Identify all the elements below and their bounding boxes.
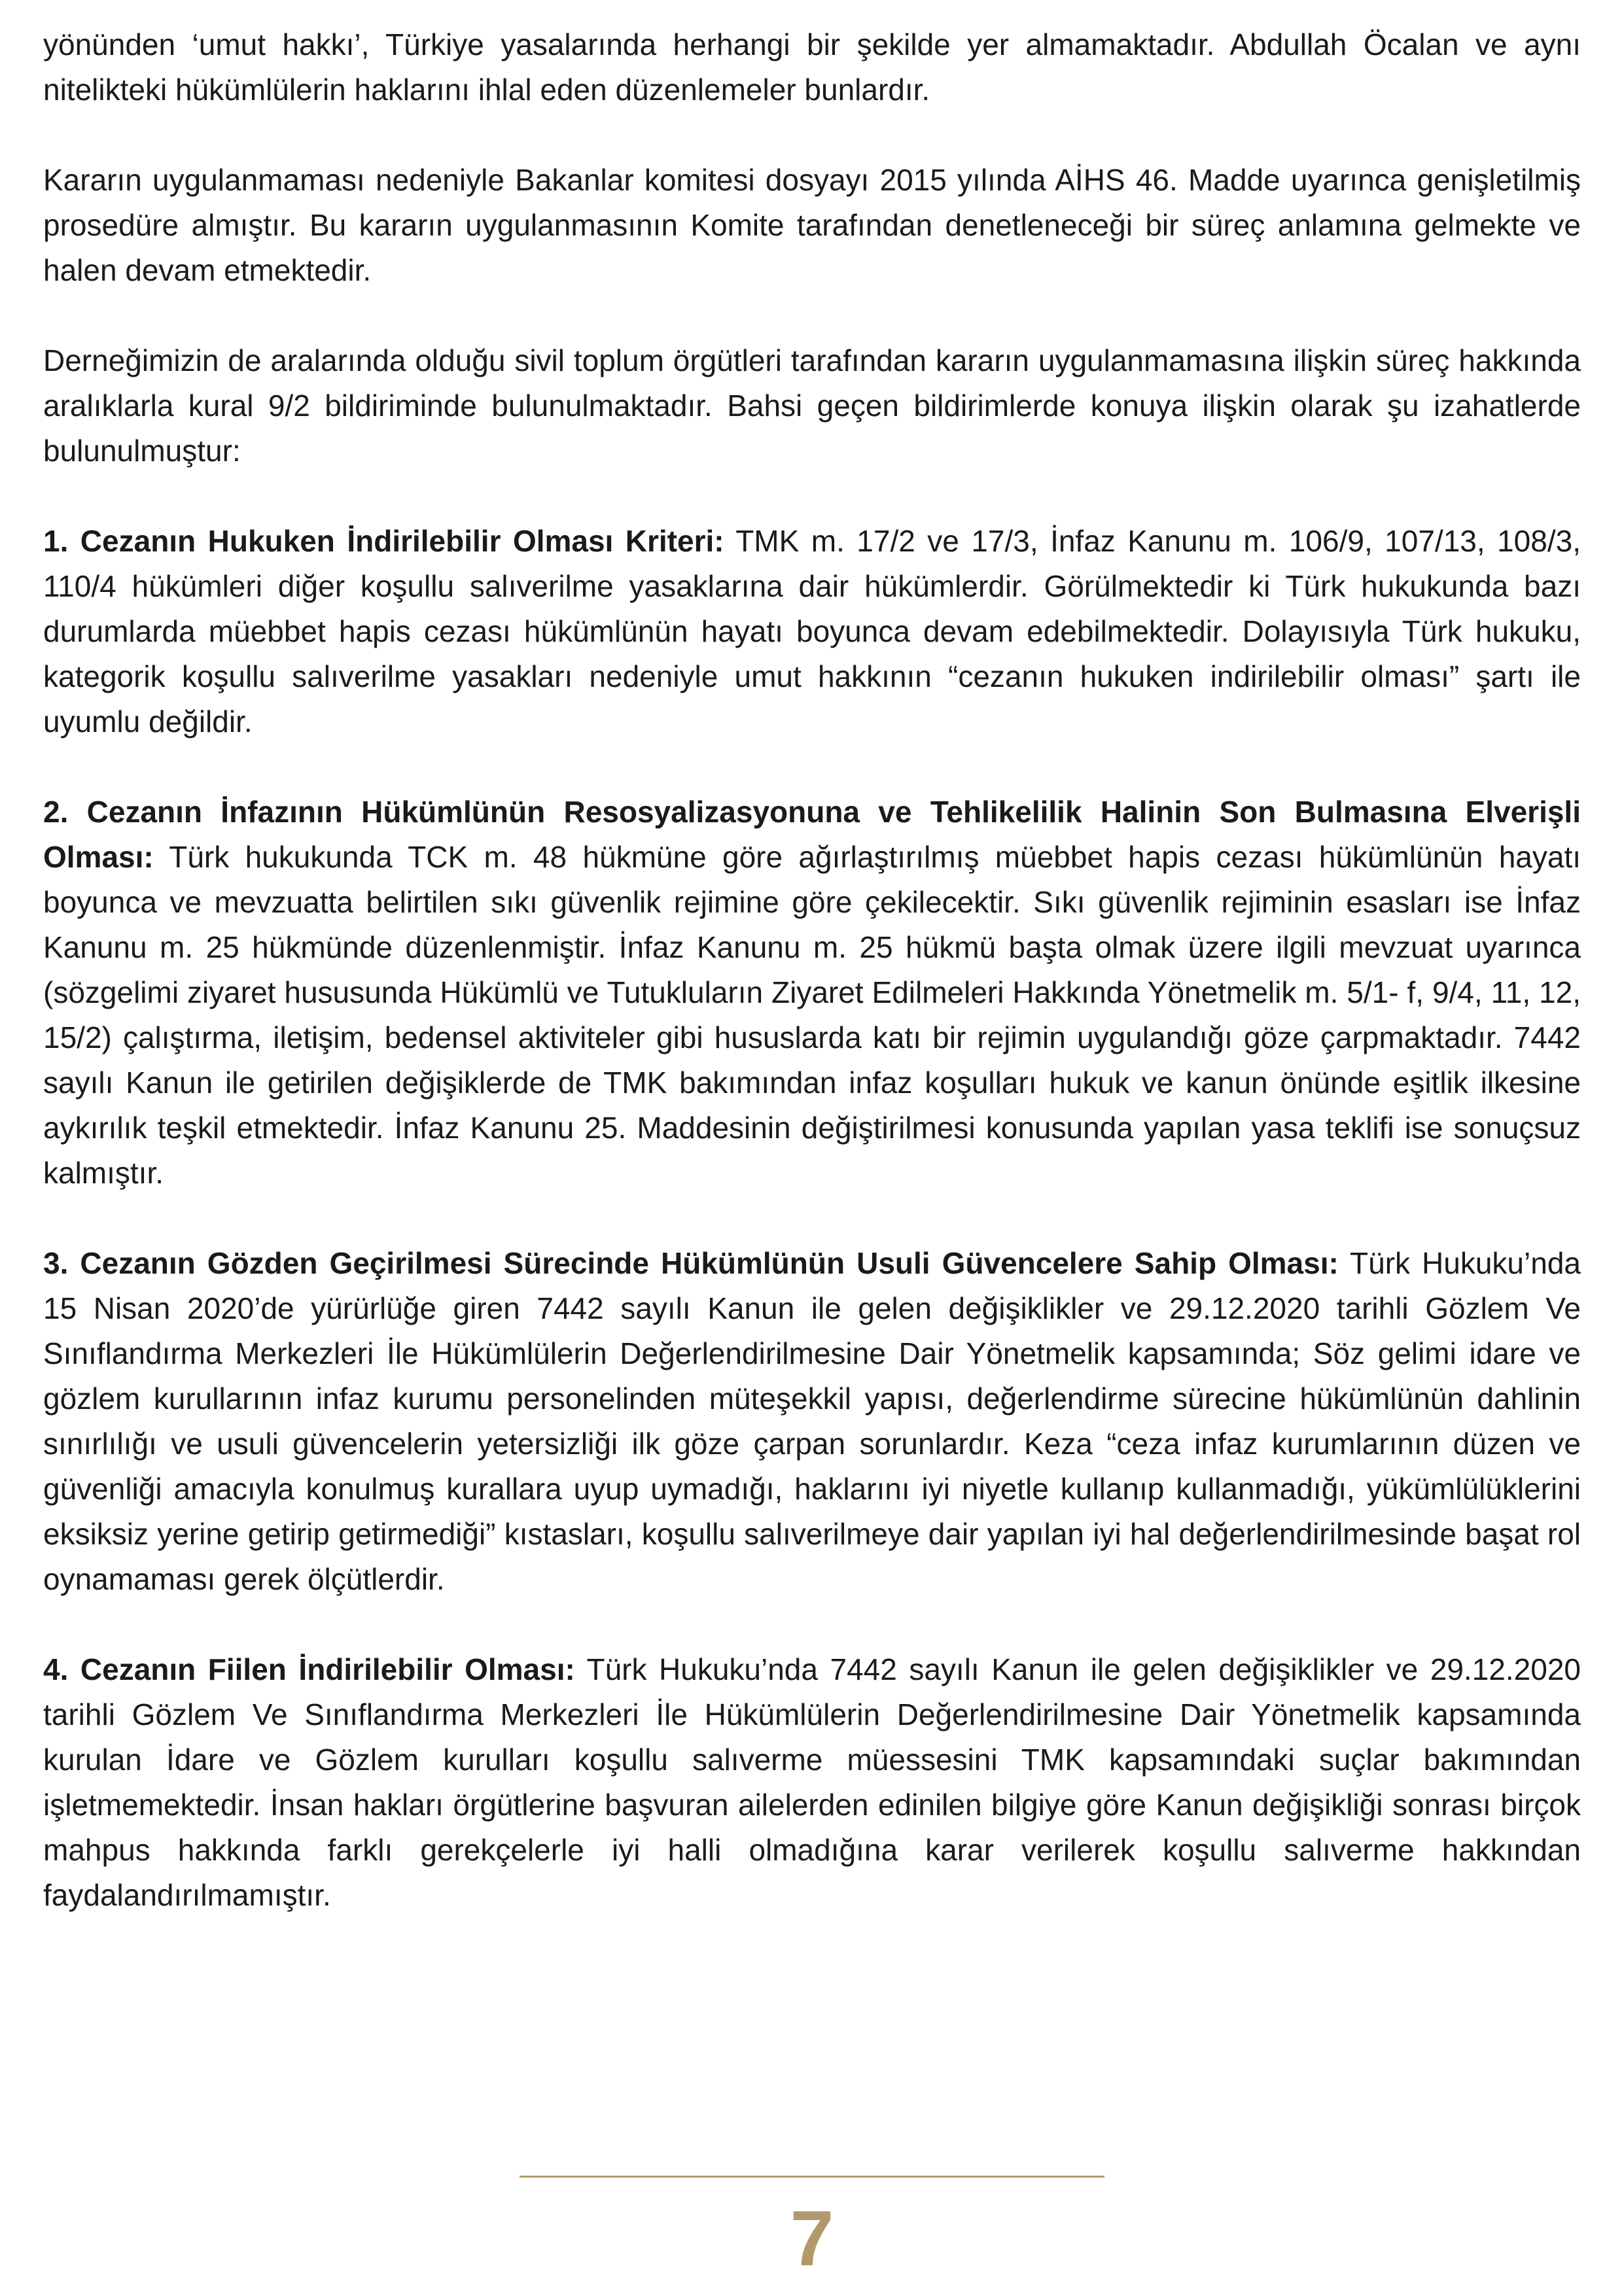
paragraph-text: Kararın uygulanmaması nedeniyle Bakanlar komitesi dosyayı 2015 yılında AİHS 46. Madde uyarınca genişletilmiş prosedüre almıştır. Bu kararın uygulanmasının Komite tarafından denetleneceği bir süreç anlamına gelmekte ve halen devam etmektedir. [43,163,1581,287]
paragraph-bakanlar-komitesi [43,158,1581,293]
paragraph-umut-hakki-continuation [43,22,1581,113]
criterion-1-heading: 1. Cezanın Hukuken İndirilebilir Olması Kriteri: [43,524,724,558]
footer-divider [520,2176,1104,2178]
paragraph-text: yönünden ‘umut hakkı’, Türkiye yasalarında herhangi bir şekilde yer almamaktadır. Abdullah Öcalan ve aynı nitelikteki hükümlülerin haklarını ihlal eden düzenlemeler bunlardır. [43,27,1581,107]
criterion-3-heading: 3. Cezanın Gözden Geçirilmesi Sürecinde Hükümlünün Usuli Güvencelere Sahip Olması: [43,1246,1339,1280]
criterion-3-paragraph [43,1241,1581,1602]
criterion-2-paragraph [43,790,1581,1196]
criterion-4-paragraph [43,1647,1581,1918]
document-body [43,22,1581,1918]
criterion-4-text: Türk Hukuku’nda 7442 sayılı Kanun ile gelen değişiklikler ve 29.12.2020 tarihli Gözlem Ve Sınıflandırma Merkezleri İle Hükümlülerin Değerlendirilmesine Dair Yönetmelik kapsamında kurulan İdare ve Gözlem kurulları koşullu salıverme müessesini TMK kapsamındaki suçlar bakımından işletmemektedir. İnsan hakları örgütlerine başvuran ailelerden edinilen bilgiye göre Kanun değişikliği sonrası birçok mahpus hakkında farklı gerekçelerle iyi halli olmadığına karar verilerek koşullu salıverme hakkından faydalandırılmamıştır. [43,1652,1581,1912]
criterion-1-paragraph [43,519,1581,744]
paragraph-text: Derneğimizin de aralarında olduğu sivil toplum örgütleri tarafından kararın uygulanmamasına ilişkin süreç hakkında aralıklarla kural 9/2 bildiriminde bulunulmaktadır. Bahsi geçen bildirimlerde konuya ilişkin olarak şu izahatlerde bulunulmuştur: [43,343,1581,468]
criterion-2-heading: 2. Cezanın İnfazının Hükümlünün Resosyalizasyonuna ve Tehlikelilik Halinin Son Bulmasına Elverişli Olması: [43,795,1581,874]
criterion-3-text: Türk Hukuku’nda 15 Nisan 2020’de yürürlüğe giren 7442 sayılı Kanun ile gelen değişiklikler ve 29.12.2020 tarihli Gözlem Ve Sınıflandırma Merkezleri İle Hükümlülerin Değerlendirilmesine Dair Yönetmelik kapsamında; Söz gelimi idare ve gözlem kurullarının infaz kurumu personelinden müteşekkil yapısı, değerlendirme sürecine hükümlünün dahlinin sınırlılığı ve usuli güvencelerin yetersizliği ilk göze çarpan sorunlardır. Keza “ceza infaz kurumlarının düzen ve güvenliği amacıyla konulmuş kurallara uyup uymadığı, haklarını iyi niyetle kullanıp kullanmadığı, yükümlülüklerini eksiksiz yerine getirip getirmediği” kıstasları, koşullu salıverilmeye dair yapılan iyi hal değerlendirilmesinde başat rol oynamaması gerek ölçütlerdir. [43,1246,1581,1596]
criterion-1-text: TMK m. 17/2 ve 17/3, İnfaz Kanunu m. 106/9, 107/13, 108/3, 110/4 hükümleri diğer koşullu salıverilme yasaklarına dair hükümlerdir. Görülmektedir ki Türk hukukunda bazı durumlarda müebbet hapis cezası hükümlünün hayatı boyunca devam edebilmektedir. Dolayısıyla Türk hukuku, kategorik koşullu salıverilme yasakları nedeniyle umut hakkının “cezanın hukuken indirilebilir olması” şartı ile uyumlu değildir. [43,524,1581,739]
criterion-4-heading: 4. Cezanın Fiilen İndirilebilir Olması: [43,1652,575,1686]
page-number: 7 [790,2195,834,2282]
criterion-2-text: Türk hukukunda TCK m. 48 hükmüne göre ağırlaştırılmış müebbet hapis cezası hükümlünün hayatı boyunca ve mevzuatta belirtilen sıkı güvenlik rejimine göre çekilecektir. Sıkı güvenlik rejiminin esasları ise İnfaz Kanunu m. 25 hükmünde düzenlenmiştir. İnfaz Kanunu m. 25 hükmü başta olmak üzere ilgili mevzuat uyarınca (sözgelimi ziyaret hususunda Hükümlü ve Tutukluların Ziyaret Edilmeleri Hakkında Yönetmelik m. 5/1- f, 9/4, 11, 12, 15/2) çalıştırma, iletişim, bedensel aktiviteler gibi hususlarda katı bir rejimin uygulandığı göze çarpmaktadır. 7442 sayılı Kanun ile getirilen değişiklerde de TMK bakımından infaz koşulları hukuk ve kanun önünde eşitlik ilkesine aykırılık teşkil etmektedir. İnfaz Kanunu 25. Maddesinin değiştirilmesi konusunda yapılan yasa teklifi ise sonuçsuz kalmıştır. [43,840,1581,1190]
paragraph-sivil-toplum-bildirimleri [43,338,1581,474]
